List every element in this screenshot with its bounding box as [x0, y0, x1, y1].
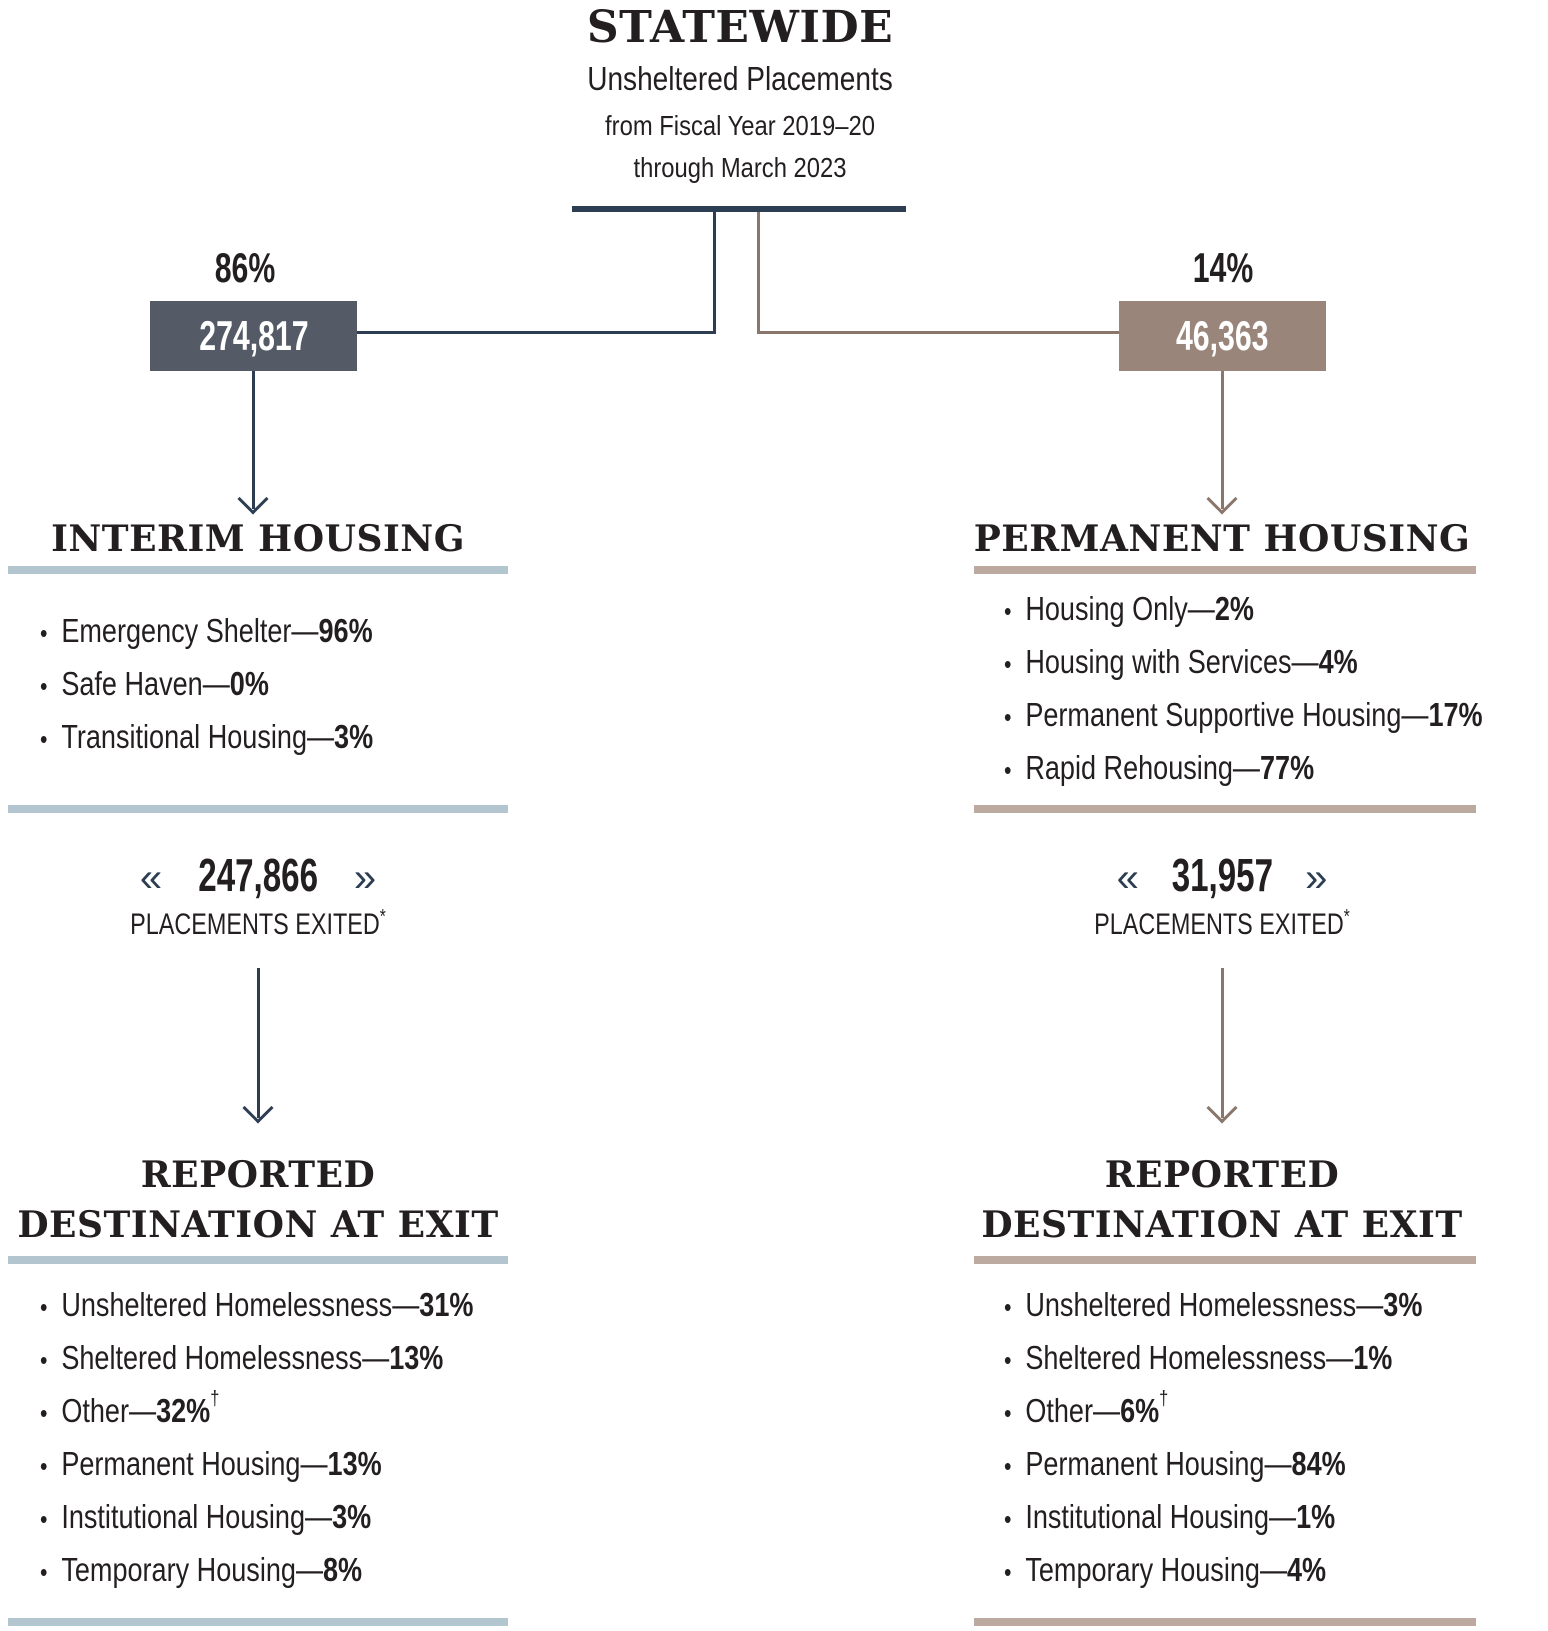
- footnote-asterisk: *: [379, 906, 386, 928]
- interim-exited-label: PLACEMENTS EXITED*: [130, 906, 386, 941]
- interim-count: 274,817: [198, 312, 309, 359]
- permanent-count: 46,363: [1176, 312, 1269, 359]
- interim-list-rule: [8, 805, 508, 813]
- permanent-share-pct: 14%: [1192, 244, 1254, 291]
- arrow-down-icon: [237, 483, 268, 514]
- page-subtitle: Unsheltered Placements: [587, 60, 893, 97]
- list-item: • Sheltered Homelessness—13%: [40, 1331, 473, 1384]
- list-item: • Other—32%†: [40, 1384, 473, 1437]
- interim-dest-heading-1: REPORTED: [140, 1154, 376, 1196]
- bullet-icon: •: [40, 1557, 48, 1587]
- interim-connector-vertical: [713, 212, 716, 334]
- list-item: • Emergency Shelter—96%: [40, 604, 373, 657]
- list-item: • Temporary Housing—8%: [40, 1543, 473, 1596]
- list-item: • Unsheltered Homelessness—3%: [1004, 1278, 1422, 1331]
- list-item: • Sheltered Homelessness—1%: [1004, 1331, 1422, 1384]
- interim-exited-count: 247,866: [198, 849, 318, 901]
- interim-share-pct: 86%: [214, 244, 276, 291]
- chevrons-right-icon: »: [353, 856, 377, 900]
- list-item: • Other—6%†: [1004, 1384, 1422, 1437]
- list-item: • Permanent Supportive Housing—17%: [1004, 688, 1483, 741]
- permanent-connector-horizontal: [757, 331, 1119, 334]
- list-item: • Safe Haven—0%: [40, 657, 373, 710]
- permanent-count-box: [1119, 301, 1326, 371]
- interim-connector-horizontal: [356, 331, 716, 334]
- header-rule: [572, 206, 906, 212]
- bullet-icon: •: [1004, 1557, 1012, 1587]
- period-line-1: from Fiscal Year 2019–20: [605, 110, 875, 141]
- chevrons-left-icon: «: [139, 856, 163, 900]
- bullet-icon: •: [40, 618, 48, 648]
- bullet-icon: •: [40, 1398, 48, 1428]
- interim-dest-bottom-rule: [8, 1618, 508, 1626]
- permanent-dest-bottom-rule: [974, 1618, 1476, 1626]
- interim-dest-heading-2: DESTINATION AT EXIT: [17, 1204, 499, 1246]
- interim-dest-rule: [8, 1256, 508, 1264]
- permanent-dest-heading-2: DESTINATION AT EXIT: [981, 1204, 1463, 1246]
- bullet-icon: •: [1004, 1398, 1012, 1428]
- list-item: • Housing Only—2%: [1004, 582, 1483, 635]
- bullet-icon: •: [1004, 649, 1012, 679]
- list-item: • Housing with Services—4%: [1004, 635, 1483, 688]
- permanent-dest-rule: [974, 1256, 1476, 1264]
- interim-count-box: [150, 301, 357, 371]
- bullet-icon: •: [40, 724, 48, 754]
- permanent-exited-label: PLACEMENTS EXITED*: [1094, 906, 1350, 941]
- bullet-icon: •: [1004, 702, 1012, 732]
- list-item: • Transitional Housing—3%: [40, 710, 373, 763]
- arrow-down-icon: [1206, 1092, 1237, 1123]
- list-item: • Permanent Housing—84%: [1004, 1437, 1422, 1490]
- footnote-dagger: †: [210, 1388, 220, 1410]
- list-item: • Permanent Housing—13%: [40, 1437, 473, 1490]
- interim-heading-rule: [8, 566, 508, 574]
- arrow-down-icon: [242, 1092, 273, 1123]
- interim-destination-list: [40, 1278, 569, 1596]
- permanent-list-rule: [974, 805, 1476, 813]
- bullet-icon: •: [40, 1451, 48, 1481]
- period-line-2: through March 2023: [633, 152, 847, 183]
- interim-heading: INTERIM HOUSING: [51, 518, 465, 560]
- bullet-icon: •: [1004, 755, 1012, 785]
- bullet-icon: •: [1004, 596, 1012, 626]
- interim-type-list: [40, 604, 446, 763]
- bullet-icon: •: [1004, 1292, 1012, 1322]
- interim-exited: [58, 848, 458, 902]
- list-item: • Unsheltered Homelessness—31%: [40, 1278, 473, 1331]
- bullet-icon: •: [1004, 1451, 1012, 1481]
- bullet-icon: •: [1004, 1345, 1012, 1375]
- arrow-down-icon: [1206, 483, 1237, 514]
- list-item: • Institutional Housing—3%: [40, 1490, 473, 1543]
- permanent-destination-list: [1004, 1278, 1514, 1596]
- permanent-type-list: [1004, 582, 1548, 794]
- list-item: • Temporary Housing—4%: [1004, 1543, 1422, 1596]
- permanent-dest-heading-1: REPORTED: [1104, 1154, 1340, 1196]
- permanent-exited: [1022, 848, 1422, 902]
- bullet-icon: •: [1004, 1504, 1012, 1534]
- bullet-icon: •: [40, 671, 48, 701]
- footnote-dagger: †: [1159, 1388, 1169, 1410]
- list-item: • Rapid Rehousing—77%: [1004, 741, 1483, 794]
- permanent-heading: PERMANENT HOUSING: [973, 518, 1471, 560]
- permanent-heading-rule: [974, 566, 1476, 574]
- permanent-connector-vertical: [757, 212, 760, 334]
- bullet-icon: •: [40, 1292, 48, 1322]
- footnote-asterisk: *: [1343, 906, 1350, 928]
- list-item: • Institutional Housing—1%: [1004, 1490, 1422, 1543]
- chevrons-right-icon: »: [1305, 856, 1328, 900]
- bullet-icon: •: [40, 1504, 48, 1534]
- page-title: STATEWIDE: [586, 2, 894, 53]
- bullet-icon: •: [40, 1345, 48, 1375]
- chevrons-left-icon: «: [1116, 856, 1139, 900]
- permanent-exited-count: 31,957: [1171, 849, 1273, 901]
